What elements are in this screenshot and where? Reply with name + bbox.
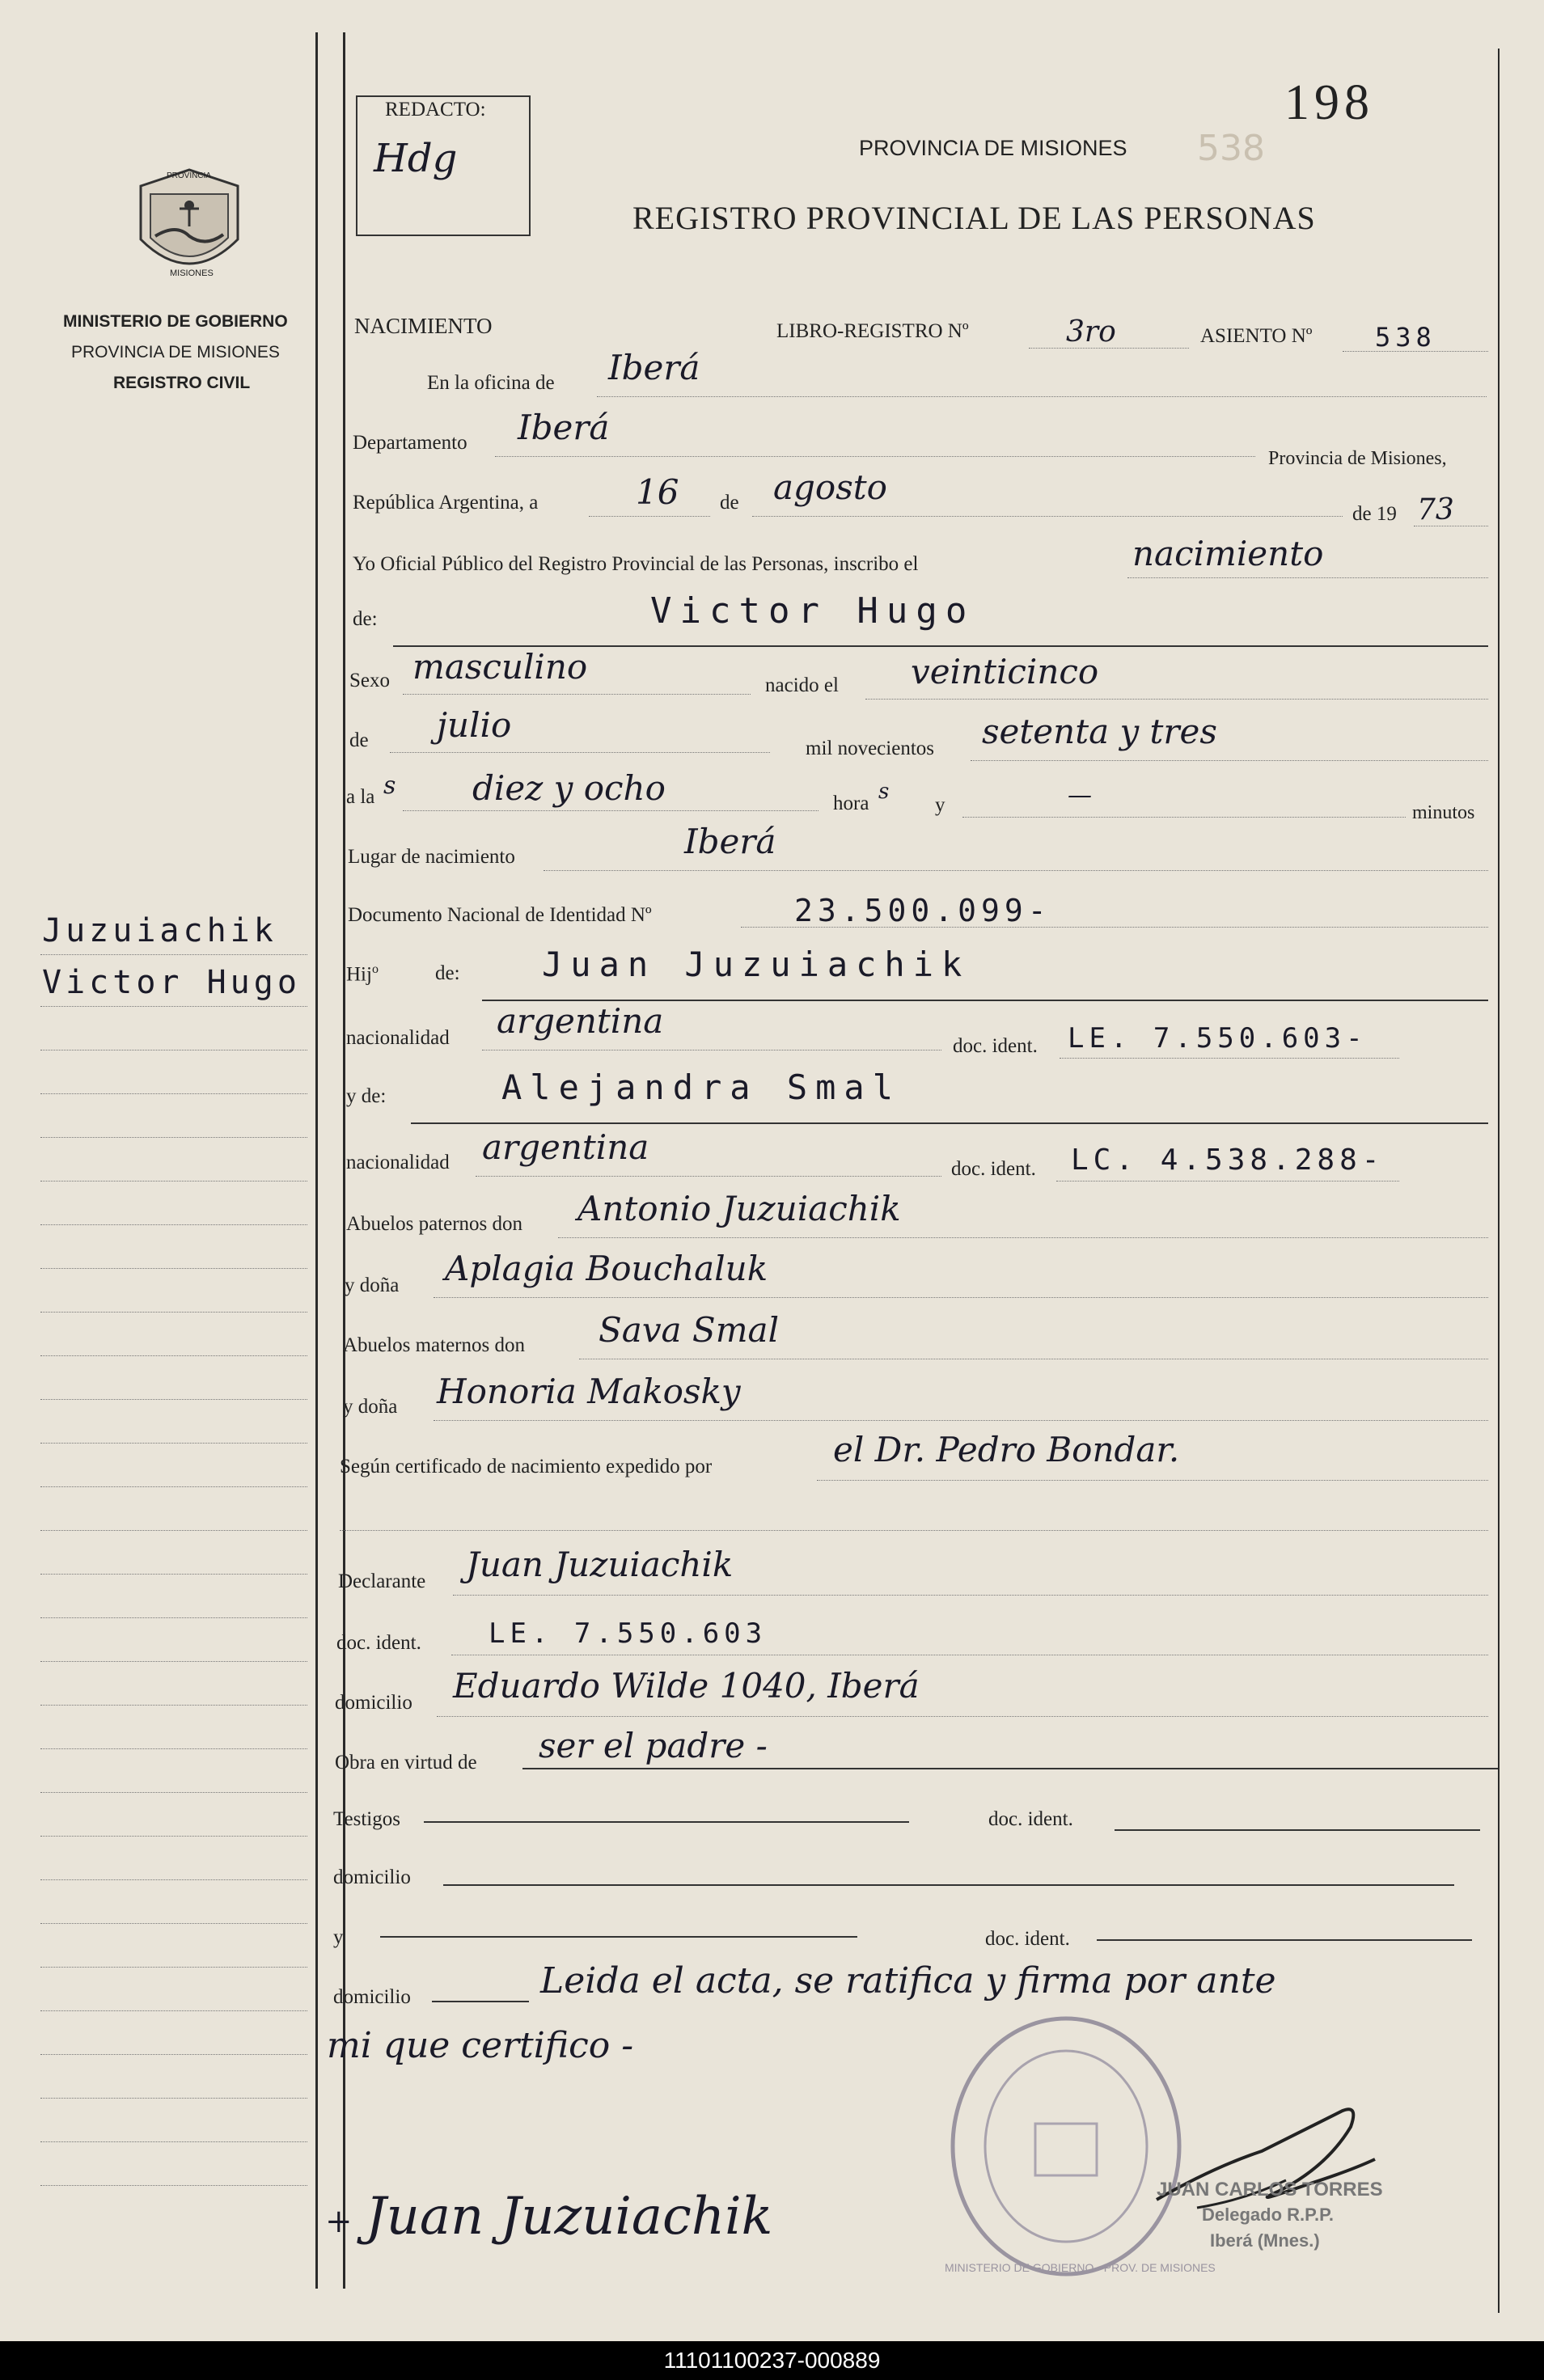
testigos-doc-line [1115,1829,1480,1831]
doc-madre-line [1056,1181,1399,1182]
abuela-paterna-value: Aplagia Bouchaluk [445,1249,768,1288]
abuelos-maternos-label: Abuelos maternos don [343,1334,525,1356]
abuelos-paternos-label: Abuelos paternos don [346,1213,523,1235]
yo-oficial-label: Yo Oficial Público del Registro Provincial de las Personas, inscribo el [353,553,919,575]
anio-nac-line [971,760,1488,761]
margin-line [40,1224,307,1225]
sexo-line [403,694,751,695]
hijo-de-label: de: [435,962,460,984]
obra-value: ser el padre - [539,1726,768,1765]
testigo2-doc-line [1097,1939,1472,1941]
abuelo-paterno-value: Antonio Juzuiachik [577,1189,901,1228]
a-la-label: a la [346,786,375,808]
lugar-line [544,870,1488,871]
y2-label: y [333,1926,344,1948]
redacto-label: REDACTO: [385,99,486,120]
abuelo-paterno-line [558,1237,1488,1238]
nacido-value: veinticinco [911,652,1099,691]
oficina-value: Iberá [608,348,700,387]
minutos-line [962,817,1406,818]
certificado-label: Según certificado de nacimiento expedido por [340,1456,713,1477]
departamento-label: Departamento [353,432,467,454]
mil-novecientos-label: mil novecientos [806,738,934,759]
margin-line [40,1530,307,1531]
doc-declarante-value: LE. 7.550.603 [489,1617,768,1650]
nac-madre-value: argentina [482,1127,649,1167]
mes-nac-line [390,752,770,753]
minutos-label: minutos [1412,802,1475,823]
doc-ident-label: doc. ident. [953,1035,1038,1057]
obra-line [522,1768,1498,1769]
margin-line [40,1748,307,1749]
testigos-label: Testigos [333,1808,400,1830]
anio-nac-value: setenta y tres [982,712,1217,751]
margin-line [40,1705,307,1706]
domicilio3-label: domicilio [333,1986,411,2008]
asiento-value: 538 [1375,322,1436,353]
hora-label: hora [833,793,869,814]
certificado-value: el Dr. Pedro Bondar. [833,1430,1180,1469]
hora-s-value: s [383,771,396,800]
obra-label: Obra en virtud de [335,1752,477,1773]
hijo-text: Hij [346,963,372,986]
padre-value: Juan Juzuiachik [542,945,971,984]
sexo-value: masculino [412,647,588,687]
signature-mark: + [325,2203,353,2240]
domicilio-declarante-line [437,1716,1488,1717]
testigos-line [424,1821,909,1823]
departamento-line [495,456,1255,457]
republica-label: República Argentina, a [353,492,539,514]
header-title: REGISTRO PROVINCIAL DE LAS PERSONAS [632,200,1316,236]
official-name: JUAN CARLOS TORRES [1157,2179,1383,2200]
libro-value: 3ro [1066,315,1116,349]
doc-padre-line [1060,1058,1399,1059]
margin-line [40,1006,307,1007]
margin-line [40,1312,307,1313]
margin-line [40,2098,307,2099]
doc-ident3-label: doc. ident. [336,1632,421,1654]
declarante-value: Juan Juzuiachik [466,1545,734,1584]
nacimiento-label: NACIMIENTO [354,314,493,338]
de-colon-label: de: [353,608,378,630]
province-seal-icon [128,162,251,291]
nac-madre-line [476,1176,941,1177]
anio-value: 73 [1417,493,1454,526]
doc-padre-value: LE. 7.550.603- [1068,1022,1368,1055]
dni-value: 23.500.099- [794,893,1051,928]
redacto-initials: Hdg [374,136,458,181]
declarante-line [453,1595,1488,1596]
margin-line [40,1574,307,1575]
doc-ident2-label: doc. ident. [951,1158,1036,1180]
hora-line [403,810,819,811]
domicilio-declarante-value: Eduardo Wilde 1040, Iberá [453,1666,920,1706]
declarante-label: Declarante [338,1570,426,1592]
mes-value: agosto [773,467,887,507]
declarant-signature: Juan Juzuiachik [366,2187,773,2247]
mes-nac-value: julio [437,705,512,745]
margin-line [40,1181,307,1182]
closing-line-2: mi que certifico - [327,2025,634,2066]
margin-line [40,1443,307,1444]
minutos-dash: — [1068,781,1092,810]
right-edge-rule [1498,49,1500,2313]
margin-rule-left [315,32,318,2289]
madre-line [411,1122,1488,1124]
nacionalidad2-label: nacionalidad [346,1152,450,1173]
dia-line [589,516,710,517]
asiento-label: ASIENTO Nº [1200,325,1313,347]
inscribo-line [1127,577,1488,578]
closing-line-1: Leida el acta, se ratifica y firma por ante [540,1960,1276,2002]
abuela-materna-value: Honoria Makosky [437,1372,741,1411]
margin-line [40,2054,307,2055]
certificado-line [817,1480,1488,1481]
redacto-box [356,95,531,236]
madre-value: Alejandra Smal [501,1067,902,1107]
nacido-line [865,699,1488,700]
domicilio2-label: domicilio [333,1866,411,1888]
hijo-label [346,962,379,986]
y-de-label: y de: [346,1085,387,1107]
margin-line [40,1268,307,1269]
margin-name-given: Victor Hugo [42,964,301,1001]
margin-line [40,2185,307,2186]
margin-line [40,1137,307,1138]
oficina-label: En la oficina de [427,372,555,394]
y-dona2-label: y doña [343,1396,398,1418]
province-stamp-number: 538 [1197,128,1265,169]
official-place: Iberá (Mnes.) [1210,2230,1320,2251]
inscribo-value: nacimiento [1132,534,1324,573]
official-role: Delegado R.P.P. [1202,2205,1335,2225]
margin-line [40,1617,307,1618]
de2-label: de [349,729,369,751]
margin-line [40,1836,307,1837]
provincia-misiones-label: Provincia de Misiones, [1268,448,1447,469]
mes-line [752,516,1343,517]
margin-line [40,1792,307,1793]
hijo-superscript: o [371,962,379,976]
hora-value: diez y ocho [472,768,666,808]
footer-id: 11101100237-000889 [0,2341,1544,2380]
margin-line [40,954,307,955]
registro-civil-label: REGISTRO CIVIL [113,374,251,392]
oficina-line [597,396,1487,397]
nacionalidad-label: nacionalidad [346,1027,450,1049]
de-19-label: de 19 [1352,503,1397,525]
margin-line [40,1486,307,1487]
testigos-domicilio-line [443,1884,1454,1886]
margin-line [40,1399,307,1400]
hora-suffix: s [878,780,890,804]
y-dona-label: y doña [345,1275,400,1296]
abuela-paterna-line [434,1297,1488,1298]
doc-madre-value: LC. 4.538.288- [1071,1143,1385,1177]
dni-label: Documento Nacional de Identidad Nº [348,904,652,926]
header-province: PROVINCIA DE MISIONES [859,136,1127,160]
provincia-label: PROVINCIA DE MISIONES [71,343,280,361]
margin-line [40,1355,307,1356]
certificado-line-2 [340,1530,1488,1531]
margin-line [40,1661,307,1662]
margin-line [40,2141,307,2142]
lugar-label: Lugar de nacimiento [348,846,515,868]
dia-value: 16 [636,472,679,512]
abuelo-materno-value: Sava Smal [599,1310,780,1350]
nombre-value: Victor Hugo [650,590,975,632]
y-label: y [935,794,945,816]
margin-name-surname: Juzuiachik [42,912,277,949]
margin-line [40,1879,307,1880]
page-number: 198 [1284,75,1374,130]
testigo2-line [380,1936,857,1938]
margin-line [40,1923,307,1924]
sexo-label: Sexo [349,670,390,691]
margin-rule-main [343,32,345,2289]
margin-line [40,1093,307,1094]
de-label: de [720,492,739,514]
seal-top-text: PROVINCIA [167,171,212,180]
departamento-value: Iberá [518,408,610,447]
lugar-value: Iberá [684,822,776,861]
margin-line [40,2010,307,2011]
libro-label: LIBRO-REGISTRO Nº [776,320,969,342]
abuela-materna-line [434,1420,1488,1421]
ministerio-label: MINISTERIO DE GOBIERNO [63,312,288,331]
testigo2-domicilio-line [432,2001,529,2002]
seal-bottom-text: MISIONES [170,268,214,278]
domicilio-label: domicilio [335,1692,412,1714]
nac-padre-value: argentina [497,1001,664,1041]
official-seal-text: MINISTERIO DE GOBIERNO · PROV. DE MISIONES [945,2261,1216,2274]
nacido-el-label: nacido el [765,674,839,696]
doc-ident4-label: doc. ident. [988,1808,1073,1830]
margin-line [40,1967,307,1968]
doc-ident5-label: doc. ident. [985,1928,1070,1950]
